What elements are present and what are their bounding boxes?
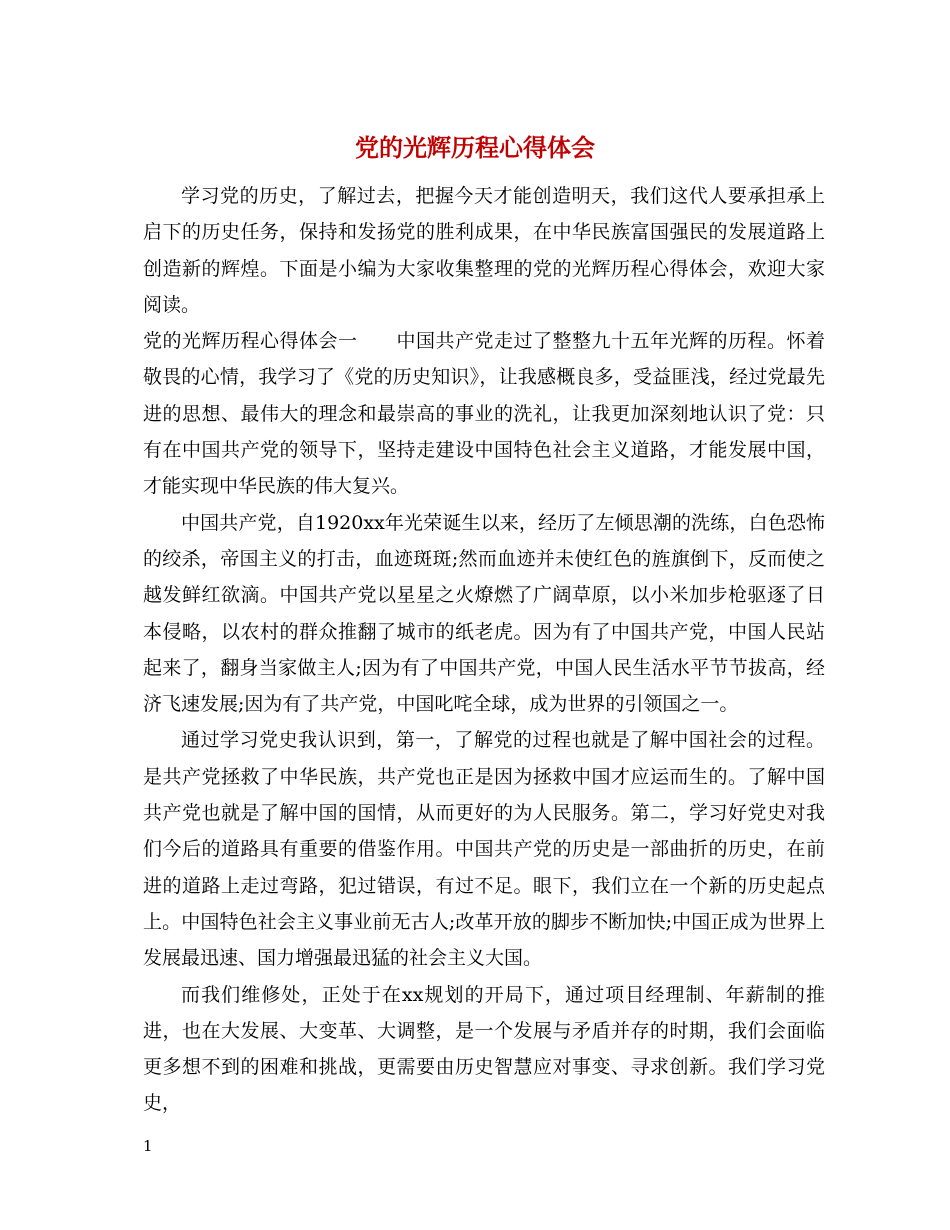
paragraph-intro: 学习党的历史，了解过去，把握今天才能创造明天，我们这代人要承担承上启下的历史任务，保持和发扬党的胜利成果，在中华民族富国强民的发展道路上创造新的辉煌。下面是小编为大家收集整理的党的光辉历程心得体会，欢迎大家阅读。: [143, 185, 825, 316]
paragraph-history: 中国共产党，自1920xx年光荣诞生以来，经历了左倾思潮的洗练，白色恐怖的绞杀，帝国主义的打击，血迹斑斑;然而血迹并未使红色的旌旗倒下，反而使之越发鲜红欲滴。中国共产党以星星之火燎燃了广阔草原，以小米加步枪驱逐了日本侵略，以农村的群众推翻了城市的纸老虎。因为有了中国共产党，中国人民站起来了，翻身当家做主人;因为有了中国共产党，中国人民生活水平节节拔高，经济飞速发展;因为有了共产党，中国叱咤全球，成为世界的引领国之一。: [143, 511, 825, 716]
page-number: 1: [143, 1137, 153, 1155]
paragraph-maintenance: 而我们维修处，正处于在xx规划的开局下，通过项目经理制、年薪制的推进，也在大发展、大变革、大调整，是一个发展与矛盾并存的时期，我们会面临更多想不到的困难和挑战，更需要由历史智慧应对事变、寻求创新。我们学习党史，: [143, 983, 825, 1115]
paragraph-section-one: 党的光辉历程心得体会一 中国共产党走过了整整九十五年光辉的历程。怀着敬畏的心情，我学习了《党的历史知识》，让我感概良多，受益匪浅，经过党最先进的思想、最伟大的理念和最崇高的事业的洗礼，让我更加深刻地认识了党：只有在中国共产党的领导下，坚持走建设中国特色社会主义道路，才能发展中国，才能实现中华民族的伟大复兴。: [143, 330, 825, 498]
paragraph-learning: 通过学习党史我认识到，第一，了解党的过程也就是了解中国社会的过程。是共产党拯救了中华民族，共产党也正是因为拯救中国才应运而生的。了解中国共产党也就是了解中国的国情，从而更好的为人民服务。第二，学习好党史对我们今后的道路具有重要的借鉴作用。中国共产党的历史是一部曲折的历史，在前进的道路上走过弯路，犯过错误，有过不足。眼下，我们立在一个新的历史起点上。中国特色社会主义事业前无古人;改革开放的脚步不断加快;中国正成为世界上发展最迅速、国力增强最迅猛的社会主义大国。: [143, 729, 825, 970]
document-title: 党的光辉历程心得体会: [355, 133, 595, 162]
document-body: [143, 178, 825, 1122]
